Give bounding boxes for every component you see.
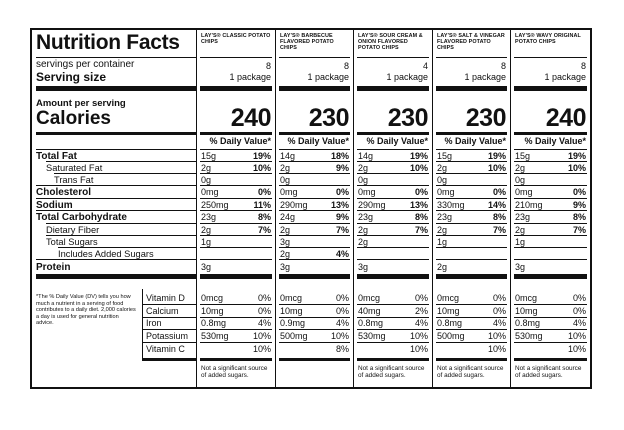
product-column bbox=[510, 30, 590, 387]
nutrient-amount: 0g bbox=[201, 175, 212, 185]
nutrient-daily-value: 7% bbox=[492, 225, 506, 235]
vitamin-daily-value: 0% bbox=[335, 293, 349, 303]
rule bbox=[142, 342, 196, 343]
nutrient-daily-value: 7% bbox=[257, 225, 271, 235]
rule bbox=[436, 149, 507, 150]
rule bbox=[58, 247, 196, 248]
nutrient-amount: 0mg bbox=[437, 187, 455, 197]
nutrient-daily-value: 11% bbox=[253, 200, 271, 210]
rule bbox=[200, 86, 272, 91]
vitamin-daily-value: 10% bbox=[409, 344, 428, 354]
rule bbox=[514, 358, 587, 361]
rule bbox=[46, 235, 196, 236]
nutrient-amount: 3g bbox=[358, 262, 369, 272]
rule bbox=[436, 235, 507, 236]
rule bbox=[357, 185, 429, 186]
nutrient-amount: 250mg bbox=[201, 200, 229, 210]
rule bbox=[279, 57, 350, 58]
vitamin-amount: 0.8mg bbox=[201, 318, 227, 328]
vitamin-daily-value: 0% bbox=[572, 293, 586, 303]
added-sugars-note: Not a significant source of added sugars. bbox=[201, 365, 268, 380]
rule bbox=[46, 161, 196, 162]
nutrient-amount: 330mg bbox=[437, 200, 465, 210]
vitamin-label: Calcium bbox=[146, 306, 179, 316]
rule bbox=[514, 149, 587, 150]
nutrient-daily-value: 19% bbox=[567, 151, 586, 161]
rule bbox=[279, 86, 350, 91]
rule bbox=[514, 86, 587, 91]
daily-value-header: % Daily Value* bbox=[444, 136, 506, 146]
nutrient-amount: 2g bbox=[515, 163, 526, 173]
nutrient-amount: 14g bbox=[358, 151, 374, 161]
rule bbox=[514, 304, 587, 305]
vitamin-daily-value: 10% bbox=[487, 344, 506, 354]
rule bbox=[200, 304, 272, 305]
vitamin-daily-value: 0% bbox=[257, 306, 271, 316]
nutrient-daily-value: 0% bbox=[335, 187, 349, 197]
vitamin-daily-value: 10% bbox=[567, 331, 586, 341]
rule bbox=[357, 161, 429, 162]
vitamin-label: Potassium bbox=[146, 331, 189, 341]
vitamin-daily-value: 2% bbox=[414, 306, 428, 316]
nutrient-daily-value: 10% bbox=[487, 163, 506, 173]
nutrient-label: Sodium bbox=[36, 200, 73, 211]
vitamin-daily-value: 4% bbox=[257, 318, 271, 328]
rule bbox=[514, 57, 587, 58]
vitamin-amount: 530mg bbox=[201, 331, 229, 341]
rule bbox=[279, 185, 350, 186]
rule bbox=[279, 210, 350, 211]
nutrient-amount: 290mg bbox=[358, 200, 386, 210]
nutrient-daily-value: 10% bbox=[409, 163, 428, 173]
rule bbox=[357, 223, 429, 224]
nutrient-daily-value: 0% bbox=[492, 187, 506, 197]
daily-value-header: % Daily Value* bbox=[366, 136, 428, 146]
nutrient-amount: 1g bbox=[201, 237, 212, 247]
nutrient-amount: 23g bbox=[515, 212, 531, 222]
rule bbox=[200, 132, 272, 135]
vitamin-amount: 0.8mg bbox=[515, 318, 541, 328]
nutrient-amount: 0mg bbox=[201, 187, 219, 197]
rule bbox=[514, 198, 587, 199]
rule bbox=[36, 132, 196, 135]
product-name: LAY'S® WAVY ORIGINAL POTATO CHIPS bbox=[515, 33, 581, 46]
rule bbox=[279, 358, 350, 361]
nutrient-amount: 2g bbox=[358, 163, 369, 173]
rule bbox=[36, 86, 196, 91]
rule bbox=[200, 161, 272, 162]
nutrient-amount: 210mg bbox=[515, 200, 543, 210]
nutrient-amount: 0mg bbox=[280, 187, 298, 197]
rule bbox=[357, 342, 429, 343]
rule bbox=[200, 210, 272, 211]
nutrient-amount: 2g bbox=[280, 225, 291, 235]
nutrition-facts-panel bbox=[30, 28, 592, 389]
rule bbox=[142, 358, 196, 361]
rule bbox=[514, 247, 587, 248]
rule bbox=[436, 132, 507, 135]
nutrient-label: Saturated Fat bbox=[46, 163, 103, 173]
nutrient-amount: 1g bbox=[437, 237, 448, 247]
nutrient-daily-value: 9% bbox=[335, 163, 349, 173]
vitamin-daily-value: 0% bbox=[414, 293, 428, 303]
nutrient-amount: 15g bbox=[515, 151, 531, 161]
rule bbox=[36, 198, 196, 199]
rule bbox=[279, 173, 350, 174]
product-servings: 8 bbox=[265, 61, 271, 71]
product-name: LAY'S® SOUR CREAM & ONION FLAVORED POTATO CHIPS bbox=[358, 33, 423, 52]
vitamin-amount: 0mcg bbox=[201, 293, 224, 303]
vitamin-amount: 0.8mg bbox=[358, 318, 384, 328]
rule bbox=[200, 329, 272, 330]
vitamin-daily-value: 8% bbox=[335, 344, 349, 354]
rule bbox=[514, 274, 587, 279]
vitamin-label: Vitamin D bbox=[146, 293, 185, 303]
nutrient-amount: 2g bbox=[280, 163, 291, 173]
product-column bbox=[275, 30, 353, 387]
servings-per-container-label: servings per container bbox=[36, 59, 135, 70]
nutrient-amount: 23g bbox=[201, 212, 217, 222]
rule bbox=[279, 149, 350, 150]
rule bbox=[514, 132, 587, 135]
rule bbox=[200, 149, 272, 150]
rule bbox=[436, 274, 507, 279]
nutrient-amount: 3g bbox=[280, 237, 291, 247]
rule bbox=[200, 198, 272, 199]
product-serving-size: 1 package bbox=[464, 72, 506, 82]
nutrient-amount: 23g bbox=[358, 212, 374, 222]
nutrition-facts-title: Nutrition Facts bbox=[36, 31, 180, 54]
nutrient-amount: 2g bbox=[437, 163, 448, 173]
rule bbox=[279, 223, 350, 224]
nutrient-amount: 2g bbox=[515, 225, 526, 235]
rule bbox=[279, 161, 350, 162]
product-column bbox=[353, 30, 432, 387]
vitamin-daily-value: 10% bbox=[330, 331, 349, 341]
vitamin-amount: 500mg bbox=[437, 331, 465, 341]
vitamin-daily-value: 4% bbox=[492, 318, 506, 328]
nutrient-amount: 23g bbox=[437, 212, 453, 222]
rule bbox=[200, 57, 272, 58]
vitamin-daily-value: 10% bbox=[409, 331, 428, 341]
vitamin-label: Iron bbox=[146, 318, 162, 328]
rule bbox=[279, 132, 350, 135]
amount-per-serving-label: Amount per serving bbox=[36, 98, 126, 109]
rule bbox=[200, 274, 272, 279]
vitamin-amount: 0.8mg bbox=[437, 318, 463, 328]
vitamin-daily-value: 10% bbox=[567, 344, 586, 354]
vitamin-daily-value: 0% bbox=[335, 306, 349, 316]
vitamin-daily-value: 0% bbox=[492, 293, 506, 303]
vitamin-daily-value: 0% bbox=[257, 293, 271, 303]
vitamin-amount: 0mcg bbox=[515, 293, 538, 303]
vitamin-amount: 10mg bbox=[437, 306, 460, 316]
rule bbox=[514, 329, 587, 330]
nutrient-daily-value: 9% bbox=[335, 212, 349, 222]
vitamin-amount: 0mcg bbox=[358, 293, 381, 303]
rule bbox=[279, 259, 350, 260]
rule bbox=[436, 161, 507, 162]
nutrient-amount: 0mg bbox=[358, 187, 376, 197]
rule bbox=[36, 259, 196, 260]
rule bbox=[200, 235, 272, 236]
nutrient-amount: 15g bbox=[201, 151, 217, 161]
nutrient-amount: 2g bbox=[201, 225, 212, 235]
nutrient-daily-value: 8% bbox=[572, 212, 586, 222]
rule bbox=[357, 329, 429, 330]
rule bbox=[46, 223, 196, 224]
nutrient-daily-value: 19% bbox=[487, 151, 506, 161]
product-serving-size: 1 package bbox=[386, 72, 428, 82]
product-servings: 8 bbox=[580, 61, 586, 71]
rule bbox=[514, 173, 587, 174]
nutrient-amount: 2g bbox=[437, 262, 448, 272]
product-serving-size: 1 package bbox=[544, 72, 586, 82]
rule bbox=[279, 235, 350, 236]
nutrient-daily-value: 7% bbox=[572, 225, 586, 235]
vitamin-amount: 500mg bbox=[280, 331, 308, 341]
vitamin-amount: 40mg bbox=[358, 306, 381, 316]
rule bbox=[514, 210, 587, 211]
nutrient-label: Dietary Fiber bbox=[46, 225, 100, 235]
rule bbox=[279, 274, 350, 279]
nutrient-daily-value: 13% bbox=[330, 200, 349, 210]
calories-label: Calories bbox=[36, 108, 111, 129]
product-serving-size: 1 package bbox=[307, 72, 349, 82]
vitamin-daily-value: 10% bbox=[252, 331, 271, 341]
daily-value-header: % Daily Value* bbox=[209, 136, 271, 146]
vitamin-amount: 10mg bbox=[280, 306, 303, 316]
nutrient-amount: 15g bbox=[437, 151, 453, 161]
vitamin-amount: 530mg bbox=[358, 331, 386, 341]
nutrient-amount: 1g bbox=[515, 237, 526, 247]
nutrient-amount: 14g bbox=[280, 151, 296, 161]
rule bbox=[279, 304, 350, 305]
rule bbox=[36, 210, 196, 211]
rule bbox=[436, 304, 507, 305]
nutrient-label: Includes Added Sugars bbox=[58, 249, 154, 259]
vitamin-amount: 0.9mg bbox=[280, 318, 306, 328]
rule bbox=[200, 259, 272, 260]
divider bbox=[142, 289, 143, 359]
rule bbox=[436, 247, 507, 248]
nutrient-amount: 2g bbox=[437, 225, 448, 235]
vitamin-daily-value: 4% bbox=[414, 318, 428, 328]
nutrient-daily-value: 8% bbox=[492, 212, 506, 222]
vitamin-daily-value: 10% bbox=[487, 331, 506, 341]
rule bbox=[514, 161, 587, 162]
nutrient-label: Cholesterol bbox=[36, 187, 92, 198]
rule bbox=[514, 235, 587, 236]
nutrient-daily-value: 19% bbox=[252, 151, 271, 161]
product-serving-size: 1 package bbox=[229, 72, 271, 82]
nutrient-daily-value: 9% bbox=[572, 200, 586, 210]
daily-value-footnote: *The % Daily Value (DV) tells you how much a nutrient in a serving of food contributes to a daily diet. 2,000 calories a day is used for general nutrition advice. bbox=[36, 294, 136, 327]
product-calories: 230 bbox=[308, 104, 349, 132]
vitamin-daily-value: 4% bbox=[572, 318, 586, 328]
nutrient-amount: 3g bbox=[201, 262, 212, 272]
rule bbox=[54, 173, 196, 174]
nutrient-daily-value: 13% bbox=[409, 200, 428, 210]
product-column bbox=[432, 30, 510, 387]
product-name: LAY'S® BARBECUE FLAVORED POTATO CHIPS bbox=[280, 33, 334, 52]
daily-value-header: % Daily Value* bbox=[524, 136, 586, 146]
rule bbox=[279, 247, 350, 248]
vitamin-daily-value: 10% bbox=[252, 344, 271, 354]
rule bbox=[514, 185, 587, 186]
rule bbox=[357, 210, 429, 211]
vitamin-amount: 10mg bbox=[201, 306, 224, 316]
rule bbox=[357, 274, 429, 279]
rule bbox=[357, 235, 429, 236]
rule bbox=[357, 173, 429, 174]
rule bbox=[436, 223, 507, 224]
nutrient-daily-value: 10% bbox=[567, 163, 586, 173]
nutrient-daily-value: 8% bbox=[414, 212, 428, 222]
rule bbox=[357, 57, 429, 58]
rule bbox=[436, 329, 507, 330]
nutrient-daily-value: 8% bbox=[257, 212, 271, 222]
serving-size-label: Serving size bbox=[36, 70, 107, 84]
rule bbox=[279, 342, 350, 343]
nutrient-amount: 3g bbox=[515, 262, 526, 272]
product-calories: 240 bbox=[230, 104, 271, 132]
rule bbox=[357, 86, 429, 91]
nutrient-amount: 2g bbox=[201, 163, 212, 173]
nutrient-amount: 0g bbox=[515, 175, 526, 185]
vitamin-daily-value: 0% bbox=[492, 306, 506, 316]
vitamin-amount: 530mg bbox=[515, 331, 543, 341]
rule bbox=[357, 132, 429, 135]
added-sugars-note: Not a significant source of added sugars. bbox=[437, 365, 504, 380]
product-calories: 230 bbox=[465, 104, 506, 132]
nutrient-amount: 3g bbox=[280, 262, 291, 272]
nutrient-daily-value: 7% bbox=[335, 225, 349, 235]
rule bbox=[436, 198, 507, 199]
rule bbox=[357, 198, 429, 199]
nutrient-amount: 0mg bbox=[515, 187, 533, 197]
vitamin-daily-value: 0% bbox=[572, 306, 586, 316]
rule bbox=[200, 223, 272, 224]
vitamin-amount: 10mg bbox=[515, 306, 538, 316]
rule bbox=[357, 149, 429, 150]
rule bbox=[357, 259, 429, 260]
nutrient-daily-value: 4% bbox=[335, 249, 349, 259]
rule bbox=[357, 247, 429, 248]
rule bbox=[36, 149, 196, 150]
nutrient-amount: 290mg bbox=[280, 200, 308, 210]
rule bbox=[436, 210, 507, 211]
nutrient-daily-value: 0% bbox=[572, 187, 586, 197]
product-servings: 8 bbox=[500, 61, 506, 71]
nutrient-label: Total Fat bbox=[36, 151, 77, 162]
nutrient-daily-value: 10% bbox=[252, 163, 271, 173]
added-sugars-note: Not a significant source of added sugars. bbox=[358, 365, 425, 380]
rule bbox=[200, 173, 272, 174]
product-calories: 240 bbox=[545, 104, 586, 132]
rule bbox=[436, 342, 507, 343]
nutrient-amount: 24g bbox=[280, 212, 296, 222]
rule bbox=[200, 185, 272, 186]
product-name: LAY'S® CLASSIC POTATO CHIPS bbox=[201, 33, 271, 46]
rule bbox=[514, 342, 587, 343]
nutrient-label: Trans Fat bbox=[54, 175, 94, 185]
rule bbox=[357, 304, 429, 305]
nutrient-daily-value: 18% bbox=[330, 151, 349, 161]
nutrient-daily-value: 0% bbox=[257, 187, 271, 197]
nutrient-amount: 2g bbox=[358, 237, 369, 247]
daily-value-header: % Daily Value* bbox=[287, 136, 349, 146]
vitamin-label: Vitamin C bbox=[146, 344, 185, 354]
rule bbox=[36, 185, 196, 186]
nutrient-amount: 0g bbox=[358, 175, 369, 185]
rule bbox=[36, 57, 196, 58]
rule bbox=[36, 274, 196, 279]
rule bbox=[279, 329, 350, 330]
rule bbox=[436, 185, 507, 186]
rule bbox=[142, 329, 196, 330]
nutrient-daily-value: 19% bbox=[409, 151, 428, 161]
nutrient-label: Total Sugars bbox=[46, 237, 98, 247]
rule bbox=[279, 198, 350, 199]
rule bbox=[514, 259, 587, 260]
nutrient-label: Protein bbox=[36, 262, 71, 273]
product-calories: 230 bbox=[387, 104, 428, 132]
rule bbox=[357, 358, 429, 361]
product-servings: 4 bbox=[422, 61, 428, 71]
vitamin-amount: 0mcg bbox=[437, 293, 460, 303]
rule bbox=[200, 342, 272, 343]
product-servings: 8 bbox=[343, 61, 349, 71]
rule bbox=[436, 173, 507, 174]
nutrient-daily-value: 14% bbox=[487, 200, 506, 210]
added-sugars-note: Not a significant source of added sugars. bbox=[515, 365, 582, 380]
rule bbox=[514, 223, 587, 224]
rule bbox=[436, 86, 507, 91]
nutrient-daily-value: 7% bbox=[414, 225, 428, 235]
vitamin-amount: 0mcg bbox=[280, 293, 303, 303]
rule bbox=[436, 358, 507, 361]
rule bbox=[142, 304, 196, 305]
vitamin-daily-value: 4% bbox=[335, 318, 349, 328]
product-name: LAY'S® SALT & VINEGAR FLAVORED POTATO CHIPS bbox=[437, 33, 505, 52]
product-column bbox=[196, 30, 275, 387]
rule bbox=[436, 259, 507, 260]
nutrient-amount: 0g bbox=[437, 175, 448, 185]
nutrient-amount: 2g bbox=[358, 225, 369, 235]
nutrient-daily-value: 0% bbox=[414, 187, 428, 197]
nutrient-amount: 2g bbox=[280, 249, 291, 259]
rule bbox=[200, 358, 272, 361]
label-column bbox=[32, 30, 196, 387]
nutrient-amount: 0g bbox=[280, 175, 291, 185]
rule bbox=[436, 57, 507, 58]
nutrient-label: Total Carbohydrate bbox=[36, 212, 127, 223]
rule bbox=[200, 247, 272, 248]
